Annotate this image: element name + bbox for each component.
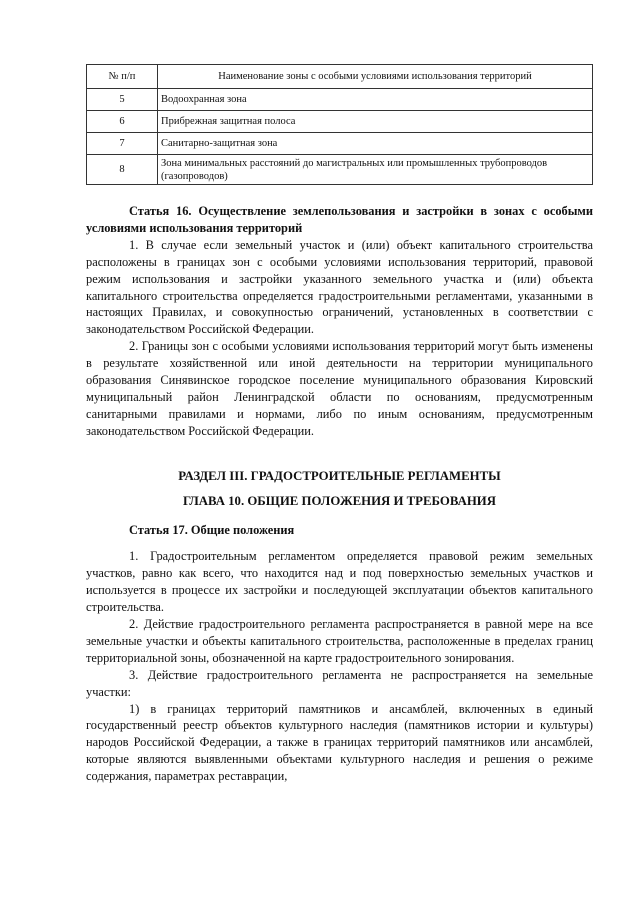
table-row: [87, 133, 593, 155]
row-number: 6: [87, 111, 158, 133]
article-16-paragraph-2: 2. Границы зон с особыми условиями использования территорий могут быть изменены в результате хозяйственной или иной деятельности на территории муниципального образования Синявинское городское поселение муниципального образования Кировский муниципальный район Ленинградской области по основаниям, предусмотренным санитарными правилами и нормами, либо по иным основаниям, предусмотренным законодательством Российской Федерации.: [86, 339, 593, 438]
row-number: 5: [87, 89, 158, 111]
table-row: [87, 155, 593, 185]
article-17-paragraph-3: 3. Действие градостроительного регламента не распространяется на земельные участки:: [86, 667, 593, 699]
table-row: [87, 89, 593, 111]
column-header-name: Наименование зоны с особыми условиями использования территорий: [158, 65, 593, 89]
article-16-paragraph-1: 1. В случае если земельный участок и (или) объект капитального строительства расположены в границах зон с особыми условиями использования территорий, правовой режим использования и застройки указанного земельного участка и (или) объекта капитального строительства определяется градостроительными регламентами, указанными в настоящих Правилах, и совокупностью ограничений, установленных в соответствии с законодательством Российской Федерации.: [86, 237, 593, 337]
article-17-paragraph-4: 1) в границах территорий памятников и ансамблей, включенных в единый государственный реестр объектов культурного наследия (памятников истории и культуры) народов Российской Федерации, а также в границах территорий памятников или ансамблей, которые являются выявленными объектами культурного наследия и решения о режиме содержания, параметрах реставрации,: [86, 701, 593, 784]
zones-table: [86, 64, 593, 185]
article-17-paragraph-2: 2. Действие градостроительного регламента распространяется в равной мере на все земельные участки и объекты капитального строительства, расположенные в пределах границ территориальной зоны, обозначенной на карте градостроительного зонирования.: [86, 617, 593, 665]
section-heading: РАЗДЕЛ III. ГРАДОСТРОИТЕЛЬНЫЕ РЕГЛАМЕНТЫ: [178, 468, 501, 483]
column-header-number: № п/п: [87, 65, 158, 89]
row-number: 7: [87, 133, 158, 155]
article-17-title: Статья 17. Общие положения: [129, 522, 295, 537]
chapter-heading: ГЛАВА 10. ОБЩИЕ ПОЛОЖЕНИЯ И ТРЕБОВАНИЯ: [183, 493, 496, 508]
table-header-row: [87, 65, 593, 89]
article-17-paragraph-1: 1. Градостроительным регламентом определяется правовой режим земельных участков, равно как всего, что находится над и под поверхностью земельных участков и используется в процессе их застройки и последующей эксплуатации объектов капитального строительства.: [86, 549, 593, 615]
row-zone-name: Санитарно-защитная зона: [158, 133, 593, 155]
row-zone-name: Прибрежная защитная полоса: [158, 111, 593, 133]
row-number: 8: [87, 155, 158, 185]
row-zone-name: Зона минимальных расстояний до магистральных или промышленных трубопроводов (газопроводов): [158, 155, 593, 185]
row-zone-name: Водоохранная зона: [158, 89, 593, 111]
document-page: [86, 64, 593, 785]
table-row: [87, 111, 593, 133]
article-16-title: Статья 16. Осуществление землепользования и застройки в зонах с особыми условиями использования территорий: [86, 204, 593, 235]
